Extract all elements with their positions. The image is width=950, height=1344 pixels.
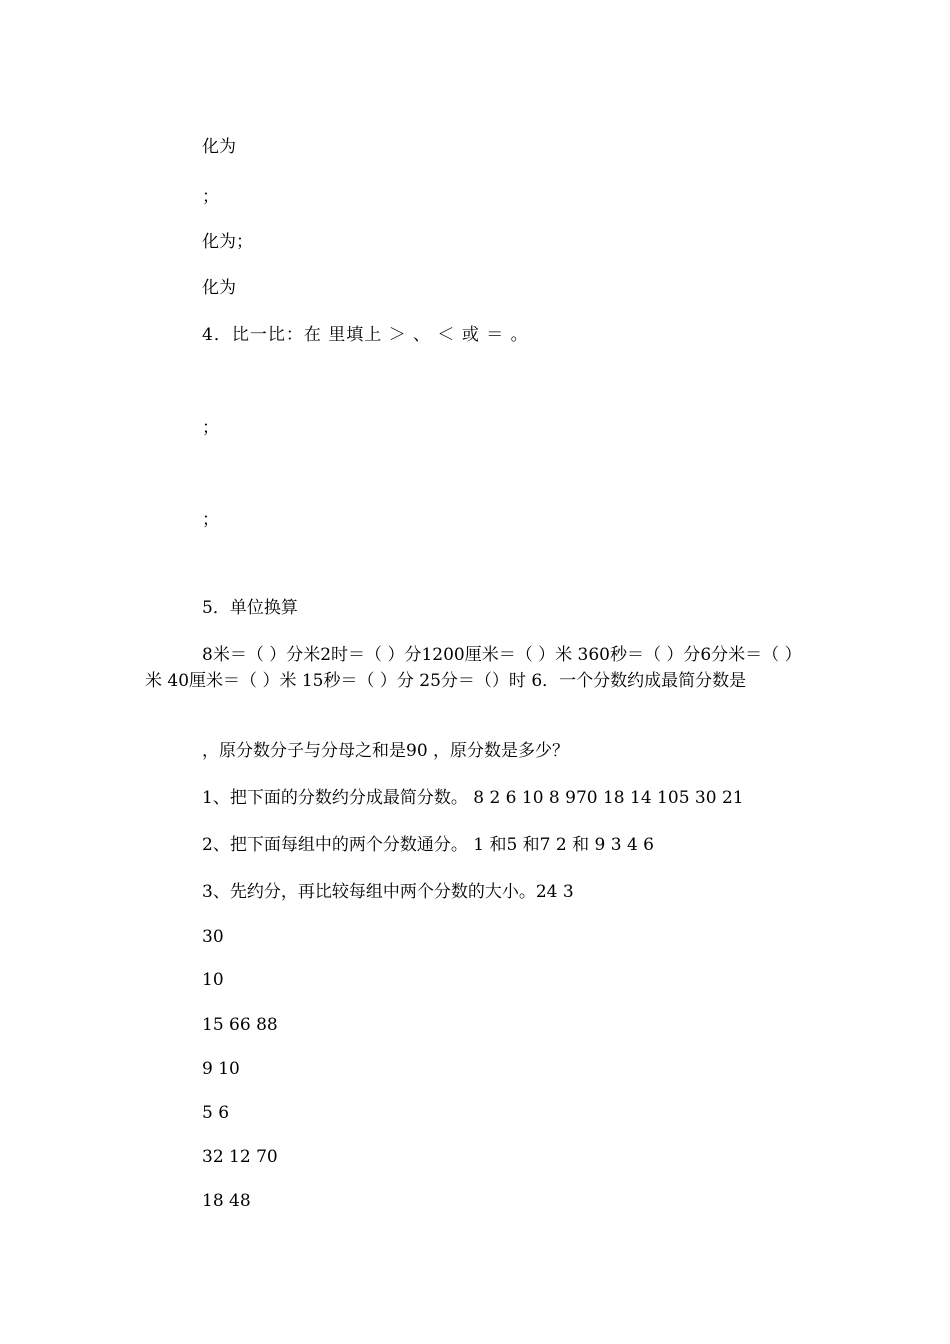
text-line: 18 48 <box>202 1191 251 1211</box>
text-line: ，原分数分子与分母之和是90 ，原分数是多少？ <box>202 741 570 761</box>
text-line: 5 6 <box>202 1103 230 1123</box>
exercise-2: 2、把下面每组中的两个分数通分。 1 和5 和7 2 和 9 3 4 6 <box>202 835 654 855</box>
text-line: 化为 <box>202 278 236 298</box>
text-line: 32 12 70 <box>202 1147 278 1167</box>
exercise-3: 3、先约分，再比较每组中两个分数的大小。24 3 <box>202 882 574 902</box>
text-line: 30 <box>202 927 224 947</box>
text-line: 化为； <box>202 232 253 252</box>
exercise-1: 1、把下面的分数约分成最简分数。 8 2 6 10 8 970 18 14 105 30 21 <box>202 788 744 808</box>
text-line: 化为 <box>202 137 236 157</box>
text-line: ； <box>202 510 219 530</box>
question-5-heading: 5．单位换算 <box>202 598 298 618</box>
text-line: 15 66 88 <box>202 1015 278 1035</box>
unit-conversion-paragraph: 8米＝（ ）分米2时＝（ ）分1200厘米＝（ ）米 360秒＝（ ）分6分米＝（ ）米 40厘米＝（ ）米 15秒＝（ ）分 25分＝（）时 6．一个分数约成最简分数是 <box>145 645 802 691</box>
text-line: 9 10 <box>202 1059 240 1079</box>
text-line: 10 <box>202 970 224 990</box>
text-line: ； <box>202 418 219 438</box>
text-line: ； <box>202 187 219 207</box>
question-4-heading: 4．比一比：在 里填上 ＞ 、 ＜ 或 ＝ 。 <box>202 325 529 345</box>
